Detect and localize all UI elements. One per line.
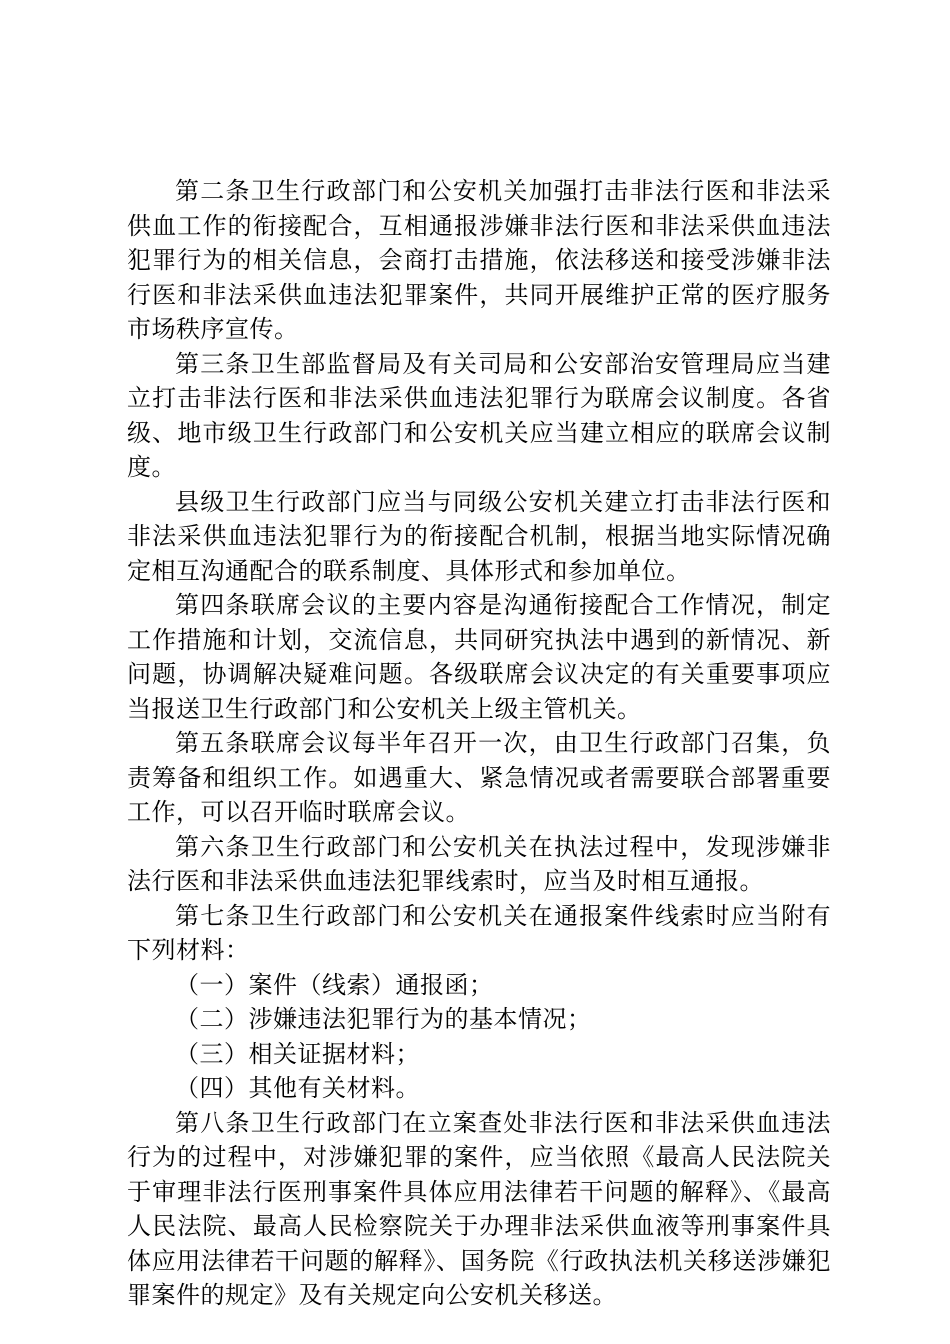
paragraph-article-8: 第八条卫生行政部门在立案查处非法行医和非法采供血违法行为的过程中，对涉嫌犯罪的案件，应当依照《最高人民法院关于审理非法行医刑事案件具体应用法律若干问题的解释》、《最高人民法院、最高人民检察院关于办理非法采供血液等刑事案件具体应用法律若干问题的解释》、国务院《行政执法机关移送涉嫌犯罪案件的规定》及有关规定向公安机关移送。 xyxy=(127,1108,831,1309)
paragraph-article-6: 第六条卫生行政部门和公安机关在执法过程中，发现涉嫌非法行医和非法采供血违法犯罪线索时，应当及时相互通报。 xyxy=(127,832,831,895)
paragraph-article-7: 第七条卫生行政部门和公安机关在通报案件线索时应当附有下列材料： xyxy=(127,901,831,964)
paragraph-article-2: 第二条卫生行政部门和公安机关加强打击非法行医和非法采供血工作的衔接配合，互相通报涉嫌非法行医和非法采供血违法犯罪行为的相关信息，会商打击措施，依法移送和接受涉嫌非法行医和非法采供血违法犯罪案件，共同开展维护正常的医疗服务市场秩序宣传。 xyxy=(127,177,831,343)
document-body xyxy=(127,174,831,1313)
paragraph-article-5: 第五条联席会议每半年召开一次，由卫生行政部门召集，负责筹备和组织工作。如遇重大、紧急情况或者需要联合部署重要工作，可以召开临时联席会议。 xyxy=(127,729,831,826)
list-item-1: （一）案件（线索）通报函； xyxy=(175,970,494,999)
list-item-3: （三）相关证据材料； xyxy=(175,1039,420,1068)
paragraph-county-level: 县级卫生行政部门应当与同级公安机关建立打击非法行医和非法采供血违法犯罪行为的衔接配合机制，根据当地实际情况确定相互沟通配合的联系制度、具体形式和参加单位。 xyxy=(127,487,831,585)
paragraph-article-3: 第三条卫生部监督局及有关司局和公安部治安管理局应当建立打击非法行医和非法采供血违法犯罪行为联席会议制度。各省级、地市级卫生行政部门和公安机关应当建立相应的联席会议制度。 xyxy=(127,349,831,481)
paragraph-article-4: 第四条联席会议的主要内容是沟通衔接配合工作情况，制定工作措施和计划，交流信息，共同研究执法中遇到的新情况、新问题，协调解决疑难问题。各级联席会议决定的有关重要事项应当报送卫生行政部门和公安机关上级主管机关。 xyxy=(127,591,831,723)
list-item-4: （四）其他有关材料。 xyxy=(175,1074,420,1102)
list-item-2: （二）涉嫌违法犯罪行为的基本情况； xyxy=(175,1005,592,1033)
